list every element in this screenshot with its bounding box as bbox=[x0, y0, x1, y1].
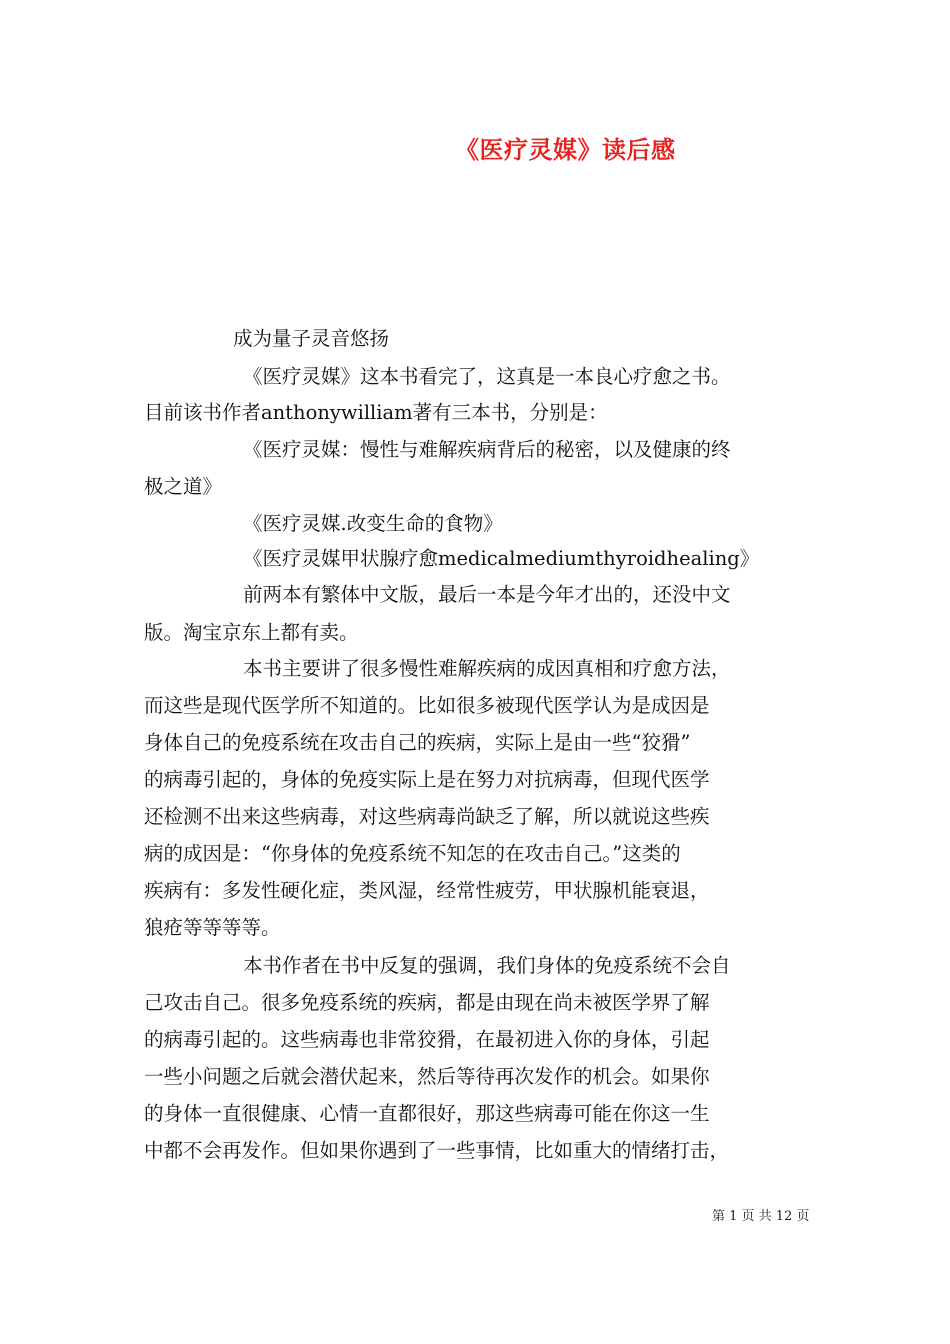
paragraph-line: 前两本有繁体中文版，最后一本是今年才出的，还没中文 bbox=[243, 583, 731, 606]
paragraph-line: 本书主要讲了很多慢性难解疾病的成因真相和疗愈方法， bbox=[243, 657, 731, 680]
author-line: 成为量子灵音悠扬 bbox=[233, 327, 390, 350]
paragraph-line: 狼疮等等等等。 bbox=[144, 916, 281, 939]
paragraph-line: 而这些是现代医学所不知道的。比如很多被现代医学认为是成因是 bbox=[144, 694, 710, 717]
paragraph-line: 《医疗灵媒.改变生命的食物》 bbox=[243, 512, 503, 535]
paragraph-line: 的身体一直很健康、心情一直都很好，那这些病毒可能在你这一生 bbox=[144, 1102, 710, 1125]
paragraph-line: 己攻击自己。很多免疫系统的疾病，都是由现在尚未被医学界了解 bbox=[144, 991, 710, 1014]
paragraph-line: 本书作者在书中反复的强调，我们身体的免疫系统不会自 bbox=[243, 954, 731, 977]
paragraph-line: 《医疗灵媒：慢性与难解疾病背后的秘密，以及健康的终 bbox=[243, 438, 731, 461]
paragraph-line: 身体自己的免疫系统在攻击自己的疾病，实际上是由一些“狡猾” bbox=[144, 731, 691, 754]
paragraph-line: 极之道》 bbox=[144, 475, 223, 498]
paragraph-line: 的病毒引起的，身体的免疫实际上是在努力对抗病毒，但现代医学 bbox=[144, 768, 710, 791]
paragraph-line: 还检测不出来这些病毒，对这些病毒尚缺乏了解，所以就说这些疾 bbox=[144, 805, 710, 828]
paragraph-line: 《医疗灵媒甲状腺疗愈medicalmediumthyroidhealing》 bbox=[243, 547, 760, 570]
page-footer: 第 1 页 共 12 页 bbox=[712, 1209, 810, 1224]
document-title: 《医疗灵媒》读后感 bbox=[455, 135, 676, 164]
paragraph-line: 病的成因是：“你身体的免疫系统不知怎的在攻击自己。”这类的 bbox=[144, 842, 681, 865]
paragraph-line: 版。淘宝京东上都有卖。 bbox=[144, 621, 359, 644]
paragraph-line: 《医疗灵媒》这本书看完了，这真是一本良心疗愈之书。 bbox=[243, 365, 731, 388]
paragraph-line: 目前该书作者anthonywilliam著有三本书，分别是： bbox=[144, 401, 608, 424]
paragraph-line: 疾病有：多发性硬化症，类风湿，经常性疲劳，甲状腺机能衰退， bbox=[144, 879, 710, 902]
paragraph-line: 中都不会再发作。但如果你遇到了一些事情，比如重大的情绪打击， bbox=[144, 1139, 730, 1162]
paragraph-line: 一些小问题之后就会潜伏起来，然后等待再次发作的机会。如果你 bbox=[144, 1065, 710, 1088]
paragraph-line: 的病毒引起的。这些病毒也非常狡猾，在最初进入你的身体，引起 bbox=[144, 1028, 710, 1051]
